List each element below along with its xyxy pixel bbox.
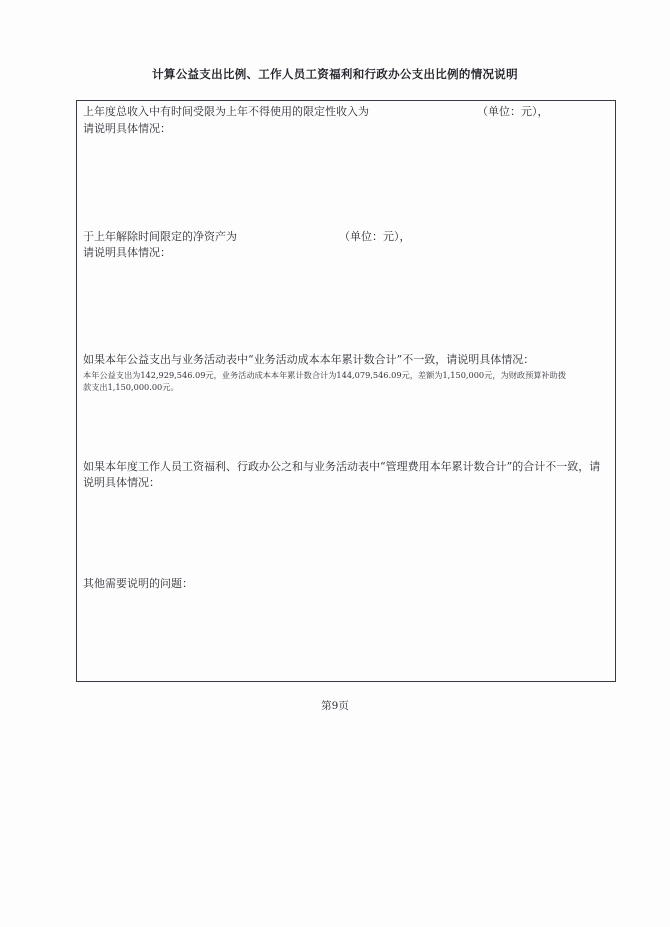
released-net-assets-prompt: 于上年解除时间限定的净资产为 (83, 230, 237, 243)
released-net-assets-unit: （单位：元）， (339, 230, 411, 243)
released-net-assets-followup: 请说明具体情况： (83, 246, 171, 259)
explanation-form (76, 100, 616, 682)
restricted-income-followup: 请说明具体情况： (83, 122, 171, 135)
page-number: 第9页 (321, 700, 349, 712)
restricted-income-unit: （单位：元）， (477, 105, 549, 118)
restricted-income-prompt: 上年度总收入中有时间受限为上年不得使用的限定性收入为 (83, 105, 369, 118)
public-welfare-expense-prompt: 如果本年公益支出与业务活动表中“业务活动成本本年累计数合计”不一致，请说明具体情况： (83, 353, 535, 366)
other-issues-prompt: 其他需要说明的问题： (83, 577, 193, 590)
page-title: 计算公益支出比例、工作人员工资福利和行政办公支出比例的情况说明 (152, 67, 518, 81)
public-welfare-expense-answer: 本年公益支出为142,929,546.09元，业务活动成本本年累计数合计为144,079,546.09元，差额为1,150,000元，为财政预算补助拨款支出1,150,000.00元。 (83, 370, 567, 392)
admin-expense-prompt: 如果本年度工作人员工资福利、行政办公之和与业务活动表中“管理费用本年累计数合计”的合计不一致，请说明具体情况： (83, 460, 601, 489)
